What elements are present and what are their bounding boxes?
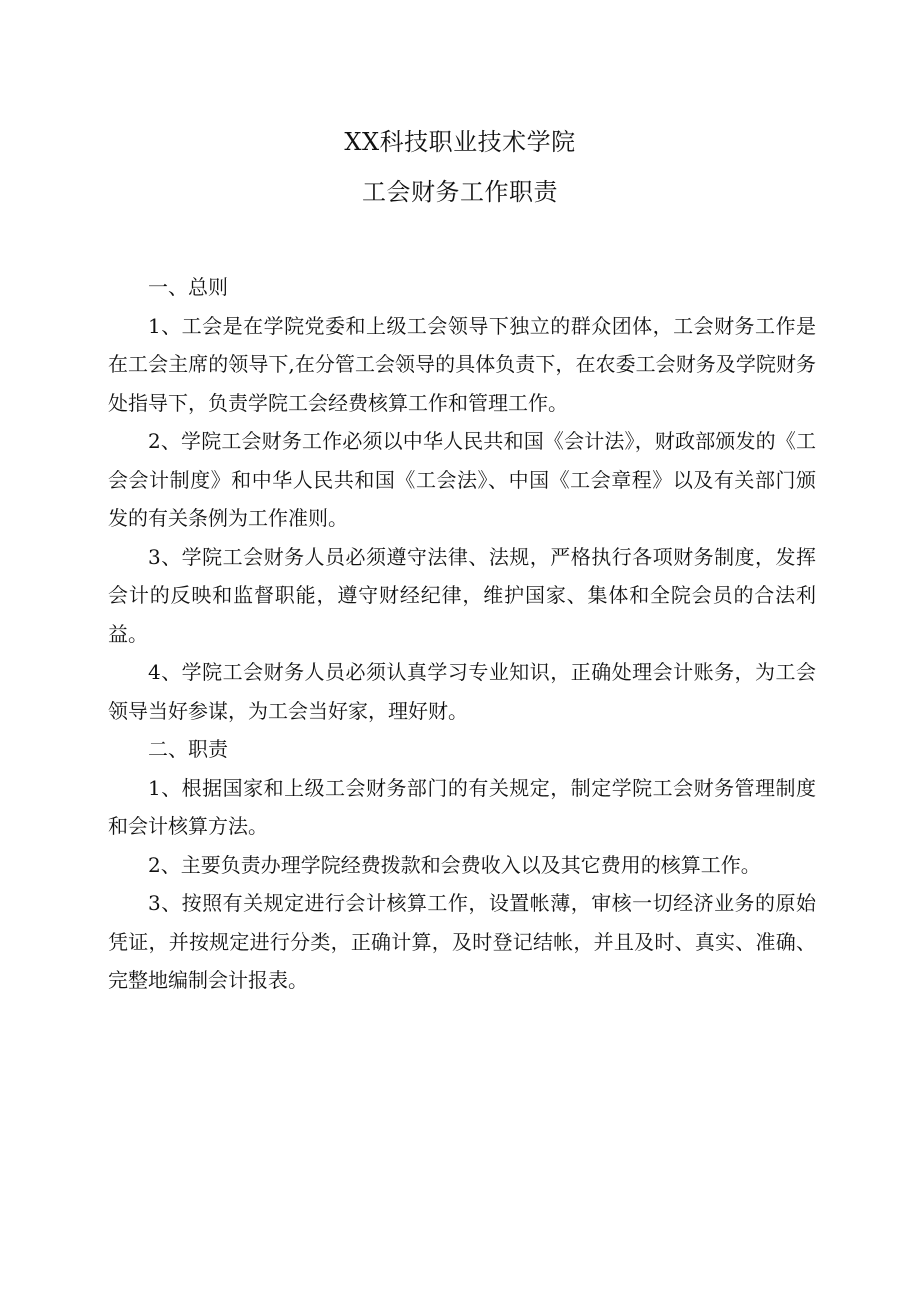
document-body bbox=[108, 268, 816, 1000]
section-heading-duties: 二、职责 bbox=[148, 737, 228, 761]
document-title-institution: XX科技职业技术学院 bbox=[344, 128, 576, 156]
duties-paragraph-3: 3、按照有关规定进行会计核算工作，设置帐薄，审核一切经济业务的原始凭证，并按规定进行分类，正确计算，及时登记结帐，并且及时、真实、准确、完整地编制会计报表。 bbox=[108, 891, 816, 992]
general-paragraph-4: 4、学院工会财务人员必须认真学习专业知识，正确处理会计账务，为工会领导当好参谋，为工会当好家，理好财。 bbox=[108, 660, 816, 723]
general-paragraph-2: 2、学院工会财务工作必须以中华人民共和国《会计法》，财政部颁发的《工会会计制度》和中华人民共和国《工会法》、中国《工会章程》以及有关部门颁发的有关条例为工作准则。 bbox=[108, 429, 816, 530]
general-paragraph-1: 1、工会是在学院党委和上级工会领导下独立的群众团体，工会财务工作是在工会主席的领导下,在分管工会领导的具体负责下，在农委工会财务及学院财务处指导下，负责学院工会经费核算工作和管理工作。 bbox=[108, 313, 816, 415]
general-paragraph-3: 3、学院工会财务人员必须遵守法律、法规，严格执行各项财务制度，发挥会计的反映和监督职能，遵守财经纪律，维护国家、集体和全院会员的合法利益。 bbox=[108, 544, 816, 646]
section-heading-general: 一、总则 bbox=[148, 275, 228, 299]
document-title-subject: 工会财务工作职责 bbox=[362, 178, 558, 206]
duties-paragraph-1: 1、根据国家和上级工会财务部门的有关规定，制定学院工会财务管理制度和会计核算方法。 bbox=[108, 775, 816, 838]
duties-paragraph-2: 2、主要负责办理学院经费拨款和会费收入以及其它费用的核算工作。 bbox=[148, 852, 761, 877]
